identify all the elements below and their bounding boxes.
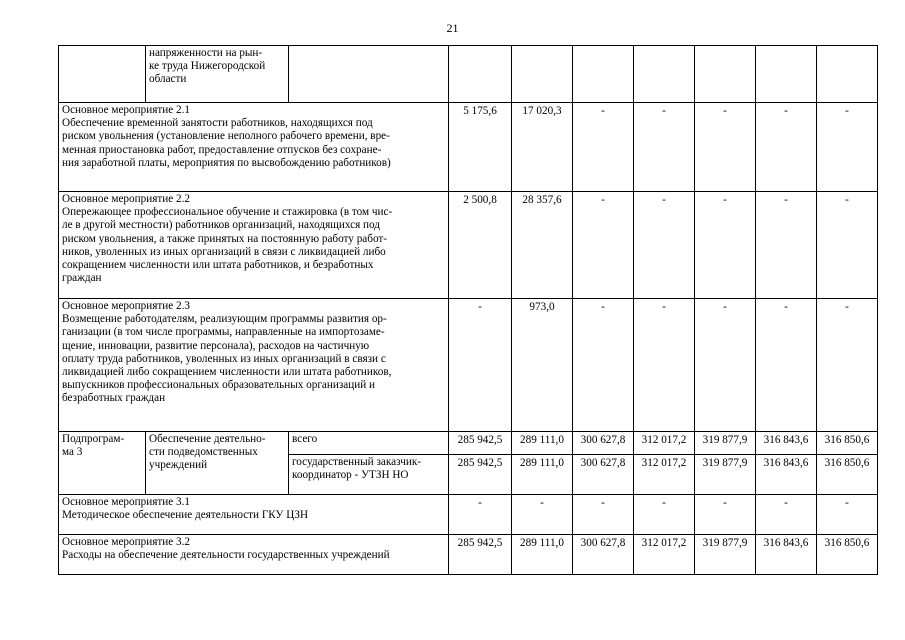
measure-title: Основное мероприятие 2.1 [62, 104, 190, 116]
measure-title: Основное мероприятие 2.3 [62, 300, 190, 312]
value-cell: 300 627,8 [573, 535, 634, 575]
value-cell [449, 46, 512, 103]
value-cell: 289 111,0 [512, 432, 573, 455]
value-cell [695, 46, 756, 103]
text-line: всего [292, 433, 318, 445]
text-line: координатор - УТЗН НО [292, 469, 409, 482]
value-cell: 5 175,6 [449, 103, 512, 192]
text-line: ганизации (в том числе программы, направленные на импортозаме- [62, 326, 385, 339]
text-line: ников, уволенных из иных организаций в связи с ликвидацией либо [62, 245, 386, 258]
text-line: государственный заказчик- [292, 456, 422, 468]
row-label-cell [289, 455, 449, 495]
row-label-cell [289, 432, 449, 455]
text-line: менная приостановка работ, предоставление отпусков без сохране- [62, 143, 382, 156]
value-cell: 312 017,2 [634, 455, 695, 495]
text-line: граждан [62, 272, 102, 285]
value-cell: - [449, 495, 512, 535]
value-cell: 2 500,8 [449, 192, 512, 299]
value-cell: - [573, 299, 634, 432]
measure-title: Основное мероприятие 3.2 [62, 536, 190, 548]
measure-cell [59, 535, 449, 575]
text-line: щение, инновации, развитие персонала), расходов на частичную [62, 339, 370, 352]
value-cell: 17 020,3 [512, 103, 573, 192]
value-cell: 973,0 [512, 299, 573, 432]
value-cell [512, 46, 573, 103]
value-cell: - [634, 495, 695, 535]
value-cell: 316 843,6 [756, 432, 817, 455]
program-name-cell [146, 46, 289, 103]
value-cell: 319 877,9 [695, 455, 756, 495]
value-cell: 28 357,6 [512, 192, 573, 299]
text-line: риском увольнения, а также принятых на постоянную работу работ- [62, 232, 388, 245]
budget-table [58, 45, 878, 575]
text-line: ликвидацией либо сокращением численности или штата работников, [62, 366, 392, 379]
value-cell: 289 111,0 [512, 535, 573, 575]
value-cell: 316 850,6 [817, 535, 878, 575]
text-line: области [149, 73, 187, 86]
value-cell: 289 111,0 [512, 455, 573, 495]
text-line: напряженности на рын- [149, 47, 263, 59]
value-cell: 316 843,6 [756, 455, 817, 495]
measure-cell [59, 299, 449, 432]
text-line: Обеспечение временной занятости работников, находящихся под [62, 117, 373, 130]
value-cell: 319 877,9 [695, 535, 756, 575]
value-cell: 285 942,5 [449, 535, 512, 575]
value-cell [756, 46, 817, 103]
value-cell: - [695, 192, 756, 299]
subprogram-label-cell [59, 432, 146, 495]
value-cell: - [512, 495, 573, 535]
text-line: Опережающее профессиональное обучение и стажировка (в том чис- [62, 206, 393, 219]
table-row [59, 46, 878, 103]
text-line: Обеспечение деятельно- [149, 433, 266, 445]
text-line: ния заработной платы, мероприятия по высвобождению работников) [62, 156, 391, 169]
text-line: Расходы на обеспечение деятельности государственных учреждений [62, 549, 390, 562]
value-cell: - [695, 495, 756, 535]
value-cell: 300 627,8 [573, 432, 634, 455]
value-cell: - [695, 103, 756, 192]
table-row [59, 103, 878, 192]
value-cell [817, 46, 878, 103]
text-line: ке труда Нижегородской [149, 60, 266, 73]
value-cell: - [634, 192, 695, 299]
text-line: учреждений [149, 459, 208, 472]
text-line: сти подведомственных [149, 446, 258, 459]
value-cell: - [573, 495, 634, 535]
empty-cell [289, 46, 449, 103]
value-cell: - [695, 299, 756, 432]
value-cell: - [817, 495, 878, 535]
value-cell: - [634, 103, 695, 192]
value-cell: - [756, 103, 817, 192]
value-cell: 316 843,6 [756, 535, 817, 575]
value-cell: - [756, 192, 817, 299]
subprogram-name-cell [146, 432, 289, 495]
value-cell: - [817, 192, 878, 299]
page-number: 21 [446, 21, 459, 35]
value-cell: - [756, 495, 817, 535]
measure-title: Основное мероприятие 2.2 [62, 193, 190, 205]
value-cell: 319 877,9 [695, 432, 756, 455]
measure-title: Основное мероприятие 3.1 [62, 496, 190, 508]
text-line: Методическое обеспечение деятельности ГКУ ЦЗН [62, 509, 309, 522]
value-cell: 285 942,5 [449, 432, 512, 455]
text-line: ма 3 [62, 446, 83, 459]
text-line: выпускников профессиональных образовательных организаций и [62, 379, 375, 392]
value-cell: - [573, 192, 634, 299]
table-row [59, 495, 878, 535]
measure-cell [59, 192, 449, 299]
text-line: ле в другой местности) работников организаций, находящихся под [62, 219, 380, 232]
value-cell: 312 017,2 [634, 432, 695, 455]
text-line: Возмещение работодателям, реализующим программы развития ор- [62, 313, 387, 326]
value-cell [634, 46, 695, 103]
value-cell: - [817, 103, 878, 192]
text-line: оплату труда работников, уволенных из иных организаций в связи с [62, 352, 386, 365]
value-cell: 312 017,2 [634, 535, 695, 575]
value-cell: 285 942,5 [449, 455, 512, 495]
text-line: сокращением численности или штата работников, и безработных [62, 259, 374, 272]
table-body [59, 46, 878, 575]
measure-cell [59, 103, 449, 192]
table-row [59, 192, 878, 299]
table-row [59, 432, 878, 455]
value-cell: - [573, 103, 634, 192]
measure-cell [59, 495, 449, 535]
table-row [59, 535, 878, 575]
value-cell [573, 46, 634, 103]
value-cell: - [756, 299, 817, 432]
value-cell: - [817, 299, 878, 432]
text-line: Подпрограм- [62, 433, 125, 445]
value-cell: - [634, 299, 695, 432]
empty-cell [59, 46, 146, 103]
value-cell: 300 627,8 [573, 455, 634, 495]
value-cell: - [449, 299, 512, 432]
table-row [59, 299, 878, 432]
text-line: риском увольнения (установление неполного рабочего времени, вре- [62, 130, 390, 143]
value-cell: 316 850,6 [817, 455, 878, 495]
text-line: безработных граждан [62, 392, 166, 405]
value-cell: 316 850,6 [817, 432, 878, 455]
